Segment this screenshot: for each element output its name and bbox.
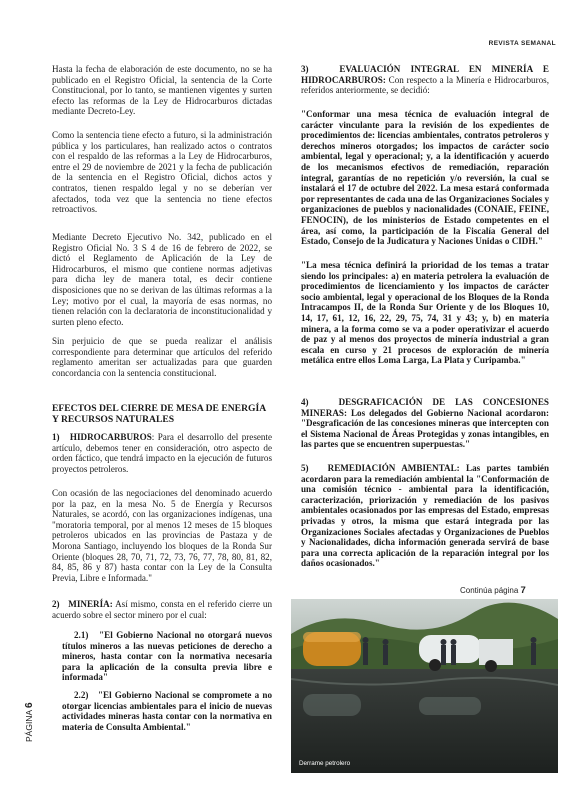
section-4-label: 4) DESGRAFICACIÓN DE LAS CONCESIONES MINERAS:: [301, 397, 549, 418]
paragraph-5: Con ocasión de las negociaciones del denominado acuerdo por la paz, en la mesa No. 5 de Energía y Recursos Naturales, se acordó, con las organizaciones indígenas, una "moratoria temporal, por al menos 12 meses de 15 bloques petroleros ubicados en las provincias de Pastaza y de Morona Santiago, incluyendo los bloques de la Ronda Sur Oriente (bloques 28, 70, 71, 72, 73, 76, 77, 78, 80, 81, 82, 84, 85, 86 y 87) hasta contar con la Ley de la Consulta Previa, Libre e Informada.": [52, 488, 272, 583]
quote-3-b: "La mesa técnica definirá la prioridad de los temas a tratar siendo los principales: a) en materia petrolera la evaluación de procedimientos de licenciamiento y los impactos de carácter socio ambiental, legal y operacional de los Bloques de la Ronda Intracampos II, de la Ronda Sur Oriente y de los Bloques 10, 14, 17, 61, 12, 16, 22, 29, 75, 74, 31 y 43; y, b) en materia minera, a la forma como se va a poder operativizar el acuerdo de paz y al menos dos proyectos de minería industrial a gran escala en curso y 21 procesos de exploración de minería metálica entre ellos Loma Larga, La Plata y Curipamba.": [301, 260, 549, 366]
section-2-label: 2) MINERÍA:: [52, 599, 113, 609]
page-number: 6: [24, 702, 35, 708]
continued-note: [460, 585, 526, 596]
section-3-text: Con respecto a la Minería e Hidrocarburos, referidos anteriormente, se decidió:: [301, 74, 549, 96]
section-heading: EFECTOS DEL CIERRE DE MESA DE ENERGÍA Y RECURSOS NATURALES: [52, 403, 266, 425]
photo-caption: Derrame petrolero: [299, 760, 351, 767]
oil-spill-photo: [291, 599, 558, 773]
quote-3-a: "Conformar una mesa técnica de evaluación integral de carácter vinculante para la revisión de los expedientes de procedimientos de: licencias ambientales, contratos petroleros y derechos mineros otorgados; los impactos de carácter socio ambiental, legal y operacional; y, a la identificación y acuerdo de los mecanismos efectivos de remediación, reparación integral, garantías de no repetición y/o reversión, la cual se instalará el 17 de octubre del 2022. La mesa estará conformada por representantes de cada una de las Organizaciones Sociales y organizaciones de pueblos y nacionalidades (CONAIE, FEINE, FENOCIN), de los ministerios de Estado competentes en el área, así como, la participación de la Fiscalía General del Estado, Consejo de la Judicatura y Naciones Unidas o CIDH.": [301, 109, 549, 247]
section-5: [301, 463, 549, 569]
quote-2-1: 2.1) "El Gobierno Nacional no otorgará nuevos títulos mineros a las nuevas peticiones de derecho a mineros, hasta contar con la normativa necesaria para la aplicación de la consulta previa libre e informada": [62, 630, 272, 683]
continued-page-number: 7: [520, 585, 526, 596]
section-3-label: 3) EVALUACIÓN INTEGRAL EN MINERÍA E HIDROCARBUROS:: [301, 64, 549, 85]
quote-2-2: 2.2) "El Gobierno Nacional se compromete a no otorgar licencias ambientales para el inicio de nuevas actividades mineras hasta contar con la normativa en materia de Consulta Ambiental.": [62, 690, 272, 732]
page-label-text: PÁGINA: [24, 710, 34, 742]
section-2-text: Así mismo, consta en el referido cierre un acuerdo sobre el sector minero por el cual:: [52, 599, 272, 620]
paragraph-4: Sin perjuicio de que se pueda realizar el análisis correspondiente para determinar que artículos del referido reglamento ameritan ser actualizadas para que guarden concordancia con la sentencia constitucional.: [52, 336, 272, 378]
section-3: [301, 64, 549, 96]
paragraph-2: Como la sentencia tiene efecto a futuro, si la administración pública y los particulares, han realizado actos o contratos con el respaldo de las reformas a la Ley de Hidrocarburos, entre el 29 de noviembre de 2021 y la fecha de publicación de la sentencia en el Registro Oficial, dichos actos y contratos, tienen respaldo legal y no se deberían ver afectados, toda vez que la sentencia no tiene efectos retroactivos.: [52, 130, 272, 215]
paragraph-1: Hasta la fecha de elaboración de este documento, no se ha publicado en el Registro Oficial, la sentencia de la Corte Constitucional, por lo tanto, se mantienen vigentes y surten efecto las reformas de la Ley de Hidrocarburos dictadas mediante Decreto-Ley.: [52, 64, 272, 117]
section-4: [301, 397, 549, 450]
magazine-header: REVISTA SEMANAL: [488, 40, 556, 47]
section-2: [52, 599, 272, 620]
page-label: [24, 702, 35, 742]
continued-text: Continúa página: [460, 586, 519, 595]
section-1: [52, 432, 272, 474]
paragraph-3: Mediante Decreto Ejecutivo No. 342, publicado en el Registro Oficial No. 3 S 4 de 16 de febrero de 2022, se dictó el Reglamento de Aplicación de la Ley de Hidrocarburos, el mismo que contiene normas adjetivas para dicha ley de manera total, es decir contiene disposiciones que no se derivan de las últimas reformas a la Ley; motivo por el cual, la mayoría de esas normas, no tienen relación con la declaratoria de inconstitucionalidad y surten pleno efecto.: [52, 232, 272, 327]
section-5-text: : Las partes también acordaron para la remediación ambiental la "Conformación de una comisión técnico - ambiental para la identificación, caracterización, priorización y remediación de los pasivos ambientales ocasionados por las empresas del Estado, empresas privadas y otros, la misma que estará integrada por las Organizaciones Sociales afectadas y Organizaciones de Pueblos y Nacionalidades, dicha información generada servirá de base para una correcta aplicación de la reparación integral por los daños ocasionados.": [301, 463, 550, 569]
oil-spill-illustration: [291, 599, 558, 773]
section-1-text: : Para el desarrollo del presente artículo, debemos tener en consideración, otro aspecto de orden fáctico, que tendrá impacto en la ejecución de futuros proyectos petroleros.: [52, 432, 272, 474]
section-1-label: 1) HIDROCARBUROS: [52, 432, 152, 442]
section-4-text: Los delegados del Gobierno Nacional acordaron: "Desgraficación de las concesiones mineras que intercepten con el Sistema Nacional de Áreas Protegidas y zonas intangibles, en las partes que se encuentren superpuestas.": [301, 407, 549, 450]
section-5-label: 5) REMEDIACIÓN AMBIENTAL: [301, 463, 457, 473]
